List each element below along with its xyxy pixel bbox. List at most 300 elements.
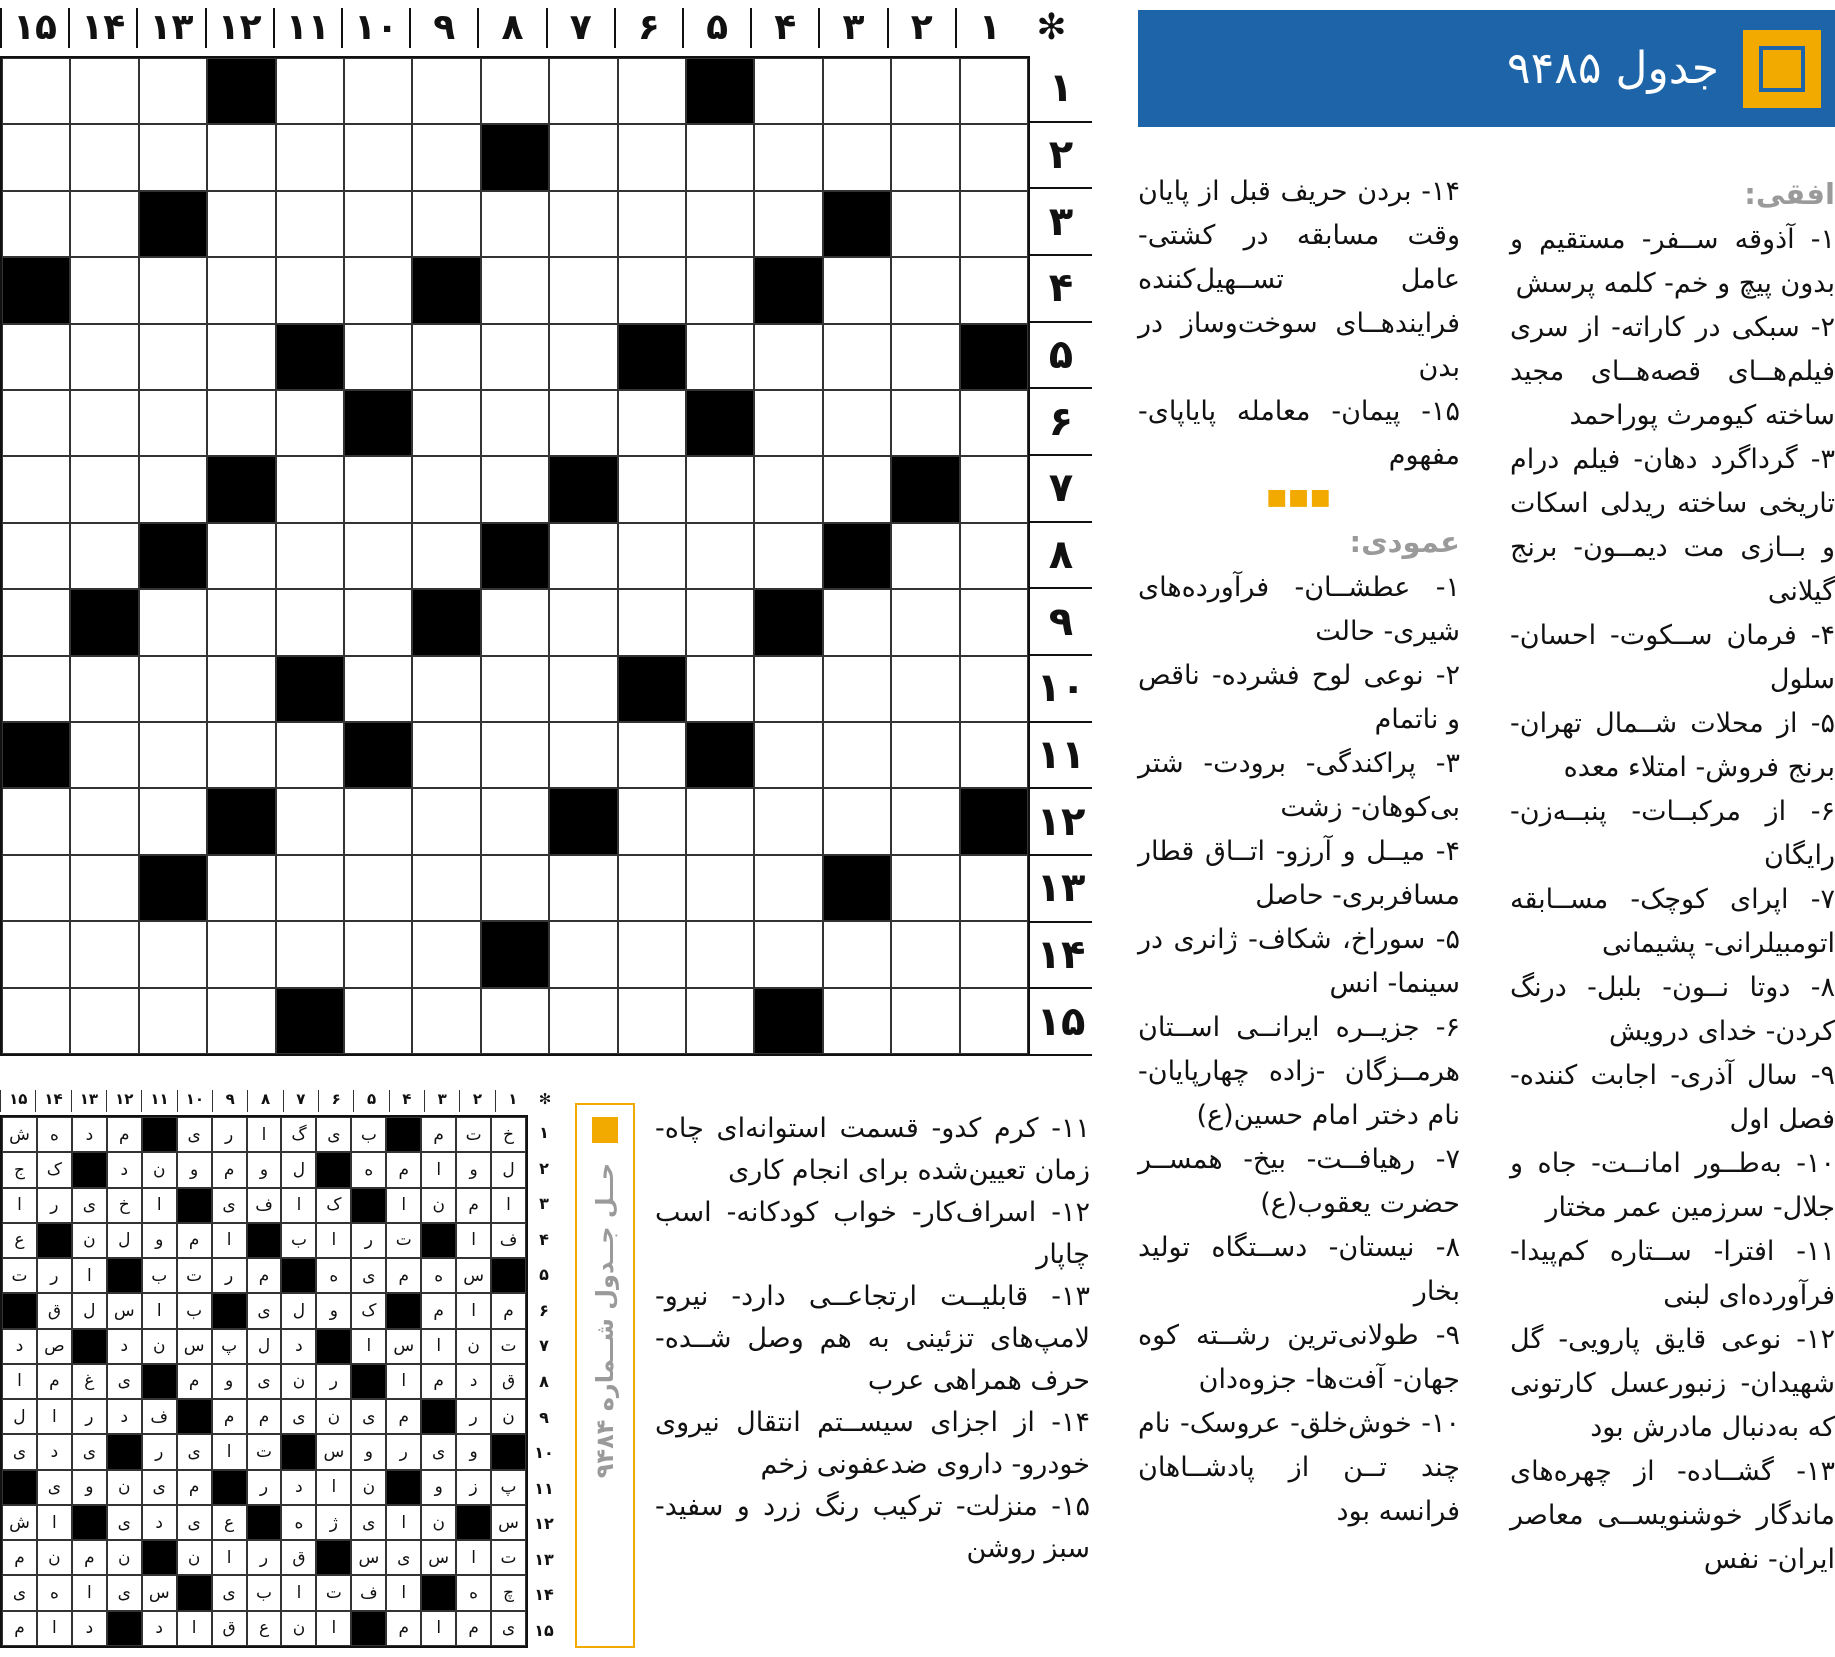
grid-cell[interactable] — [412, 523, 480, 589]
grid-cell[interactable] — [344, 257, 412, 323]
grid-cell[interactable] — [549, 523, 617, 589]
solution-cell: م — [456, 1188, 491, 1223]
solution-cell: ا — [72, 1575, 107, 1610]
column-number: ۱۴ — [68, 8, 136, 48]
solution-cell: ا — [491, 1188, 526, 1223]
row-number: ۶ — [1030, 389, 1092, 456]
grid-cell[interactable] — [412, 58, 480, 124]
solution-black-cell — [2, 1293, 37, 1328]
solution-row-number: ۵ — [539, 1265, 549, 1285]
grid-cell[interactable] — [344, 58, 412, 124]
grid-cell[interactable] — [960, 523, 1028, 589]
grid-cell[interactable] — [891, 390, 959, 456]
solution-cell: ق — [212, 1611, 247, 1646]
vertical-clue: ۱۲- اسراف‌کار- خواب کودکانه- اسب چاپار — [655, 1197, 1090, 1270]
horizontal-clue: ۲- سبکی در کاراته- از سری فیلم‌هــای قصه‌هــای مجید ساخته کیومرث پوراحمد — [1510, 312, 1835, 431]
solution-cell: ی — [2, 1575, 37, 1610]
grid-cell[interactable] — [2, 390, 70, 456]
solution-black-cell — [177, 1575, 212, 1610]
grid-cell[interactable] — [70, 257, 138, 323]
grid-cell[interactable] — [344, 788, 412, 854]
solution-cell: ف — [247, 1188, 282, 1223]
solution-cell: ی — [177, 1434, 212, 1469]
grid-cell[interactable] — [960, 988, 1028, 1054]
grid-cell[interactable] — [276, 124, 344, 190]
grid-cell[interactable] — [754, 124, 822, 190]
solution-cell: ا — [316, 1470, 351, 1505]
grid-cell[interactable] — [481, 257, 549, 323]
solution-cell: م — [2, 1540, 37, 1575]
black-cell — [344, 722, 412, 788]
grid-cell[interactable] — [481, 988, 549, 1054]
black-cell — [891, 456, 959, 522]
grid-cell[interactable] — [344, 589, 412, 655]
grid-cell[interactable] — [276, 390, 344, 456]
grid-cell[interactable] — [139, 456, 207, 522]
solution-black-cell — [386, 1470, 421, 1505]
solution-row-number: ۱ — [539, 1123, 549, 1143]
grid-cell[interactable] — [686, 456, 754, 522]
solution-row-number: ۳ — [539, 1194, 549, 1214]
grid-cell[interactable] — [2, 324, 70, 390]
horizontal-clue: ۱۳- گشــاده- از چهره‌های ماندگار خوشنویســی معاصر ایران- نفس — [1510, 1456, 1835, 1575]
solution-cell: ا — [2, 1188, 37, 1223]
grid-cell[interactable] — [139, 988, 207, 1054]
grid-cell[interactable] — [891, 257, 959, 323]
crossword-grid[interactable] — [0, 56, 1030, 1056]
solution-cell: د — [142, 1505, 177, 1540]
solution-cell: ا — [456, 1540, 491, 1575]
solution-cell: م — [212, 1152, 247, 1187]
grid-cell[interactable] — [960, 124, 1028, 190]
solution-cell: س — [177, 1329, 212, 1364]
grid-cell[interactable] — [549, 855, 617, 921]
grid-cell[interactable] — [960, 390, 1028, 456]
grid-cell[interactable] — [207, 523, 275, 589]
grid-cell[interactable] — [139, 58, 207, 124]
grid-cell[interactable] — [754, 456, 822, 522]
solution-cell: ل — [281, 1293, 316, 1328]
grid-cell[interactable] — [891, 124, 959, 190]
grid-cell[interactable] — [481, 456, 549, 522]
solution-row-number: ۱۱ — [534, 1478, 554, 1498]
grid-cell[interactable] — [276, 589, 344, 655]
grid-cell[interactable] — [139, 589, 207, 655]
grid-cell[interactable] — [207, 390, 275, 456]
grid-cell[interactable] — [207, 124, 275, 190]
grid-cell[interactable] — [960, 58, 1028, 124]
grid-cell[interactable] — [618, 722, 686, 788]
grid-cell[interactable] — [823, 58, 891, 124]
grid-cell[interactable] — [70, 124, 138, 190]
solution-cell: ن — [421, 1188, 456, 1223]
grid-cell[interactable] — [412, 855, 480, 921]
solution-cell: ب — [247, 1575, 282, 1610]
grid-cell[interactable] — [823, 988, 891, 1054]
grid-cell[interactable] — [618, 921, 686, 987]
solution-cell: س — [351, 1540, 386, 1575]
grid-cell[interactable] — [207, 191, 275, 257]
solution-row-number: ۱۰ — [534, 1443, 554, 1463]
solution-cell: ن — [421, 1505, 456, 1540]
grid-cell[interactable] — [686, 788, 754, 854]
grid-cell[interactable] — [960, 921, 1028, 987]
grid-cell[interactable] — [481, 722, 549, 788]
grid-cell[interactable] — [2, 855, 70, 921]
solution-row-numbers — [528, 1115, 560, 1648]
solution-cell: ا — [316, 1223, 351, 1258]
column-number: ۳ — [818, 8, 886, 48]
grid-cell[interactable] — [754, 921, 822, 987]
grid-cell[interactable] — [276, 788, 344, 854]
solution-cell: ا — [212, 1434, 247, 1469]
grid-cell[interactable] — [549, 324, 617, 390]
grid-cell[interactable] — [276, 191, 344, 257]
grid-cell[interactable] — [70, 390, 138, 456]
grid-cell[interactable] — [549, 390, 617, 456]
grid-cell[interactable] — [344, 656, 412, 722]
black-cell — [139, 191, 207, 257]
grid-cell[interactable] — [754, 324, 822, 390]
solution-cell: س — [107, 1293, 142, 1328]
grid-cell[interactable] — [481, 390, 549, 456]
solution-black-cell — [142, 1364, 177, 1399]
grid-cell[interactable] — [2, 788, 70, 854]
grid-cell[interactable] — [70, 788, 138, 854]
grid-cell[interactable] — [960, 589, 1028, 655]
grid-cell[interactable] — [2, 656, 70, 722]
grid-cell[interactable] — [70, 456, 138, 522]
solution-row-number: ۷ — [539, 1336, 549, 1356]
grid-cell[interactable] — [618, 988, 686, 1054]
grid-cell[interactable] — [344, 523, 412, 589]
grid-cell[interactable] — [618, 257, 686, 323]
grid-cell[interactable] — [2, 58, 70, 124]
row-numbers — [1030, 56, 1092, 1056]
grid-cell[interactable] — [618, 456, 686, 522]
solution-cell: گ — [281, 1117, 316, 1152]
grid-cell[interactable] — [686, 855, 754, 921]
solution-cell: م — [456, 1611, 491, 1646]
grid-cell[interactable] — [686, 324, 754, 390]
grid-cell[interactable] — [344, 988, 412, 1054]
grid-cell[interactable] — [139, 124, 207, 190]
grid-cell[interactable] — [481, 589, 549, 655]
solution-cell: و — [351, 1434, 386, 1469]
grid-cell[interactable] — [139, 921, 207, 987]
grid-cell[interactable] — [139, 324, 207, 390]
grid-cell[interactable] — [823, 589, 891, 655]
grid-cell[interactable] — [412, 456, 480, 522]
grid-cell[interactable] — [139, 722, 207, 788]
grid-cell[interactable] — [686, 523, 754, 589]
row-number: ۸ — [1030, 523, 1092, 590]
row-number: ۱۲ — [1030, 789, 1092, 856]
grid-cell[interactable] — [754, 788, 822, 854]
solution-cell: د — [72, 1611, 107, 1646]
grid-cell[interactable] — [754, 722, 822, 788]
grid-cell[interactable] — [549, 656, 617, 722]
vertical-clue: ۵- سوراخ، شکاف- ژانری در سینما- انس — [1138, 924, 1460, 999]
grid-cell[interactable] — [2, 456, 70, 522]
grid-cell[interactable] — [686, 921, 754, 987]
solution-black-cell — [351, 1364, 386, 1399]
grid-cell[interactable] — [481, 191, 549, 257]
grid-cell[interactable] — [686, 589, 754, 655]
grid-cell[interactable] — [960, 722, 1028, 788]
grid-cell[interactable] — [549, 58, 617, 124]
grid-cell[interactable] — [139, 390, 207, 456]
grid-cell[interactable] — [618, 58, 686, 124]
grid-cell[interactable] — [618, 191, 686, 257]
grid-cell[interactable] — [891, 988, 959, 1054]
grid-cell[interactable] — [139, 788, 207, 854]
black-cell — [823, 191, 891, 257]
grid-cell[interactable] — [891, 656, 959, 722]
horizontal-clue: ۱۲- نوعی قایق پارویی- گل شهیدان- زنبورعسل کارتونی که به‌دنبال مادرش بود — [1510, 1324, 1835, 1443]
solution-cell: ع — [212, 1505, 247, 1540]
grid-cell[interactable] — [891, 788, 959, 854]
grid-cell[interactable] — [823, 788, 891, 854]
grid-cell[interactable] — [686, 988, 754, 1054]
grid-cell[interactable] — [207, 656, 275, 722]
grid-cell[interactable] — [412, 788, 480, 854]
solution-cell: ر — [37, 1258, 72, 1293]
grid-cell[interactable] — [276, 722, 344, 788]
grid-cell[interactable] — [2, 523, 70, 589]
solution-cell: ی — [316, 1117, 351, 1152]
solution-cell: ی — [491, 1611, 526, 1646]
solution-cell: د — [2, 1329, 37, 1364]
grid-cell[interactable] — [891, 722, 959, 788]
solution-black-cell — [177, 1399, 212, 1434]
grid-cell[interactable] — [2, 589, 70, 655]
black-cell — [207, 58, 275, 124]
solution-cell: ق — [491, 1364, 526, 1399]
grid-cell[interactable] — [891, 921, 959, 987]
grid-cell[interactable] — [2, 124, 70, 190]
grid-cell[interactable] — [686, 656, 754, 722]
grid-cell[interactable] — [823, 390, 891, 456]
solution-black-cell — [421, 1575, 456, 1610]
solution-cell: ا — [421, 1152, 456, 1187]
grid-cell[interactable] — [481, 855, 549, 921]
grid-cell[interactable] — [344, 855, 412, 921]
solution-cell: ا — [456, 1293, 491, 1328]
grid-cell[interactable] — [754, 523, 822, 589]
grid-cell[interactable] — [207, 257, 275, 323]
grid-cell[interactable] — [207, 921, 275, 987]
grid-cell[interactable] — [276, 921, 344, 987]
solution-cell: ی — [351, 1258, 386, 1293]
solution-row-number: ۸ — [539, 1371, 549, 1391]
column-number: ۱۲ — [205, 8, 273, 48]
grid-cell[interactable] — [70, 656, 138, 722]
grid-cell[interactable] — [960, 456, 1028, 522]
grid-cell[interactable] — [891, 855, 959, 921]
grid-cell[interactable] — [70, 988, 138, 1054]
grid-cell[interactable] — [412, 124, 480, 190]
grid-cell[interactable] — [207, 988, 275, 1054]
solution-black-cell — [351, 1188, 386, 1223]
grid-cell[interactable] — [549, 191, 617, 257]
solution-cell: ا — [386, 1364, 421, 1399]
grid-cell[interactable] — [276, 257, 344, 323]
solution-cell: ر — [351, 1223, 386, 1258]
black-cell — [481, 523, 549, 589]
grid-cell[interactable] — [891, 58, 959, 124]
column-number: ۴ — [750, 8, 818, 48]
grid-cell[interactable] — [139, 257, 207, 323]
grid-cell[interactable] — [618, 124, 686, 190]
grid-cell[interactable] — [549, 124, 617, 190]
grid-cell[interactable] — [686, 191, 754, 257]
row-number: ۵ — [1030, 323, 1092, 390]
grid-cell[interactable] — [481, 656, 549, 722]
solution-cell: م — [386, 1611, 421, 1646]
grid-cell[interactable] — [618, 855, 686, 921]
solution-cell: ا — [386, 1188, 421, 1223]
row-number: ۱۵ — [1030, 989, 1092, 1056]
grid-cell[interactable] — [960, 855, 1028, 921]
grid-cell[interactable] — [139, 656, 207, 722]
grid-cell[interactable] — [754, 58, 822, 124]
solution-cell: ا — [2, 1364, 37, 1399]
grid-cell[interactable] — [207, 324, 275, 390]
grid-cell[interactable] — [754, 390, 822, 456]
grid-cell[interactable] — [344, 124, 412, 190]
grid-cell[interactable] — [70, 855, 138, 921]
grid-cell[interactable] — [276, 456, 344, 522]
grid-cell[interactable] — [618, 788, 686, 854]
solution-column-number: ۱۲ — [106, 1090, 141, 1112]
grid-cell[interactable] — [618, 589, 686, 655]
solution-cell: ه — [37, 1575, 72, 1610]
grid-cell[interactable] — [276, 855, 344, 921]
grid-cell[interactable] — [823, 324, 891, 390]
grid-cell[interactable] — [960, 656, 1028, 722]
grid-cell[interactable] — [412, 324, 480, 390]
grid-cell[interactable] — [481, 58, 549, 124]
grid-cell[interactable] — [207, 722, 275, 788]
grid-cell[interactable] — [344, 921, 412, 987]
grid-cell[interactable] — [823, 124, 891, 190]
grid-cell[interactable] — [344, 191, 412, 257]
grid-cell[interactable] — [618, 523, 686, 589]
grid-cell[interactable] — [207, 589, 275, 655]
logo-icon — [592, 1117, 618, 1143]
grid-cell[interactable] — [412, 191, 480, 257]
solution-cell: و — [456, 1152, 491, 1187]
vertical-clue: ۹- طولانی‌ترین رشــته کوه جهان- آفت‌ها- جزوه‌دان — [1138, 1320, 1460, 1395]
grid-cell[interactable] — [70, 722, 138, 788]
grid-cell[interactable] — [618, 390, 686, 456]
solution-column-number: ۹ — [212, 1090, 247, 1112]
grid-cell[interactable] — [754, 656, 822, 722]
grid-cell[interactable] — [344, 324, 412, 390]
row-number: ۱۱ — [1030, 723, 1092, 790]
grid-cell[interactable] — [481, 788, 549, 854]
solution-cell: ا — [421, 1329, 456, 1364]
grid-cell[interactable] — [549, 589, 617, 655]
grid-cell[interactable] — [823, 656, 891, 722]
grid-cell[interactable] — [412, 921, 480, 987]
grid-cell[interactable] — [891, 191, 959, 257]
solution-cell: ا — [456, 1223, 491, 1258]
solution-cell: ع — [2, 1223, 37, 1258]
grid-cell[interactable] — [344, 456, 412, 522]
grid-cell[interactable] — [686, 257, 754, 323]
grid-cell[interactable] — [891, 589, 959, 655]
grid-cell[interactable] — [549, 257, 617, 323]
grid-cell[interactable] — [207, 855, 275, 921]
grid-cell[interactable] — [823, 722, 891, 788]
grid-cell[interactable] — [754, 191, 822, 257]
grid-cell[interactable] — [2, 988, 70, 1054]
solution-cell: ا — [37, 1611, 72, 1646]
star-icon: ✻ — [538, 1090, 552, 1108]
horizontal-clue: ۱۱- افترا- ســتاره کم‌پیدا- فرآورده‌ای لبنی — [1510, 1236, 1835, 1311]
grid-cell[interactable] — [276, 523, 344, 589]
grid-cell[interactable] — [823, 921, 891, 987]
grid-cell[interactable] — [686, 124, 754, 190]
solution-black-cell — [351, 1611, 386, 1646]
grid-cell[interactable] — [754, 855, 822, 921]
horizontal-clue: ۸- دوتا نــون- بلبل- درنگ کردن- خدای درویش — [1510, 972, 1835, 1047]
grid-cell[interactable] — [70, 921, 138, 987]
solution-cell: ر — [212, 1117, 247, 1152]
grid-cell[interactable] — [960, 191, 1028, 257]
grid-cell[interactable] — [960, 257, 1028, 323]
solution-column-number: ۱ — [495, 1090, 530, 1112]
solution-row-number: ۶ — [539, 1300, 549, 1320]
grid-cell[interactable] — [412, 988, 480, 1054]
solution-cell: ی — [247, 1293, 282, 1328]
black-cell — [549, 456, 617, 522]
grid-cell[interactable] — [412, 722, 480, 788]
grid-cell[interactable] — [549, 921, 617, 987]
grid-cell[interactable] — [549, 722, 617, 788]
grid-cell[interactable] — [891, 324, 959, 390]
grid-cell[interactable] — [70, 191, 138, 257]
grid-cell[interactable] — [2, 921, 70, 987]
grid-cell[interactable] — [70, 58, 138, 124]
solution-cell: ن — [177, 1540, 212, 1575]
grid-cell[interactable] — [276, 58, 344, 124]
grid-cell[interactable] — [891, 523, 959, 589]
grid-cell[interactable] — [412, 390, 480, 456]
solution-cell: م — [386, 1152, 421, 1187]
grid-cell[interactable] — [823, 257, 891, 323]
grid-cell[interactable] — [823, 456, 891, 522]
black-cell — [70, 589, 138, 655]
solution-cell: ه — [37, 1117, 72, 1152]
solution-cell: م — [2, 1611, 37, 1646]
grid-cell[interactable] — [70, 324, 138, 390]
solution-black-cell — [72, 1152, 107, 1187]
grid-cell[interactable] — [70, 523, 138, 589]
solution-cell: ی — [212, 1575, 247, 1610]
grid-cell[interactable] — [412, 656, 480, 722]
grid-cell[interactable] — [549, 988, 617, 1054]
grid-cell[interactable] — [2, 191, 70, 257]
grid-cell[interactable] — [481, 324, 549, 390]
black-cell — [139, 855, 207, 921]
solution-column-number: ۶ — [318, 1090, 353, 1112]
solution-cell: ب — [351, 1117, 386, 1152]
solution-black-cell — [2, 1470, 37, 1505]
solution-cell: ل — [281, 1152, 316, 1187]
